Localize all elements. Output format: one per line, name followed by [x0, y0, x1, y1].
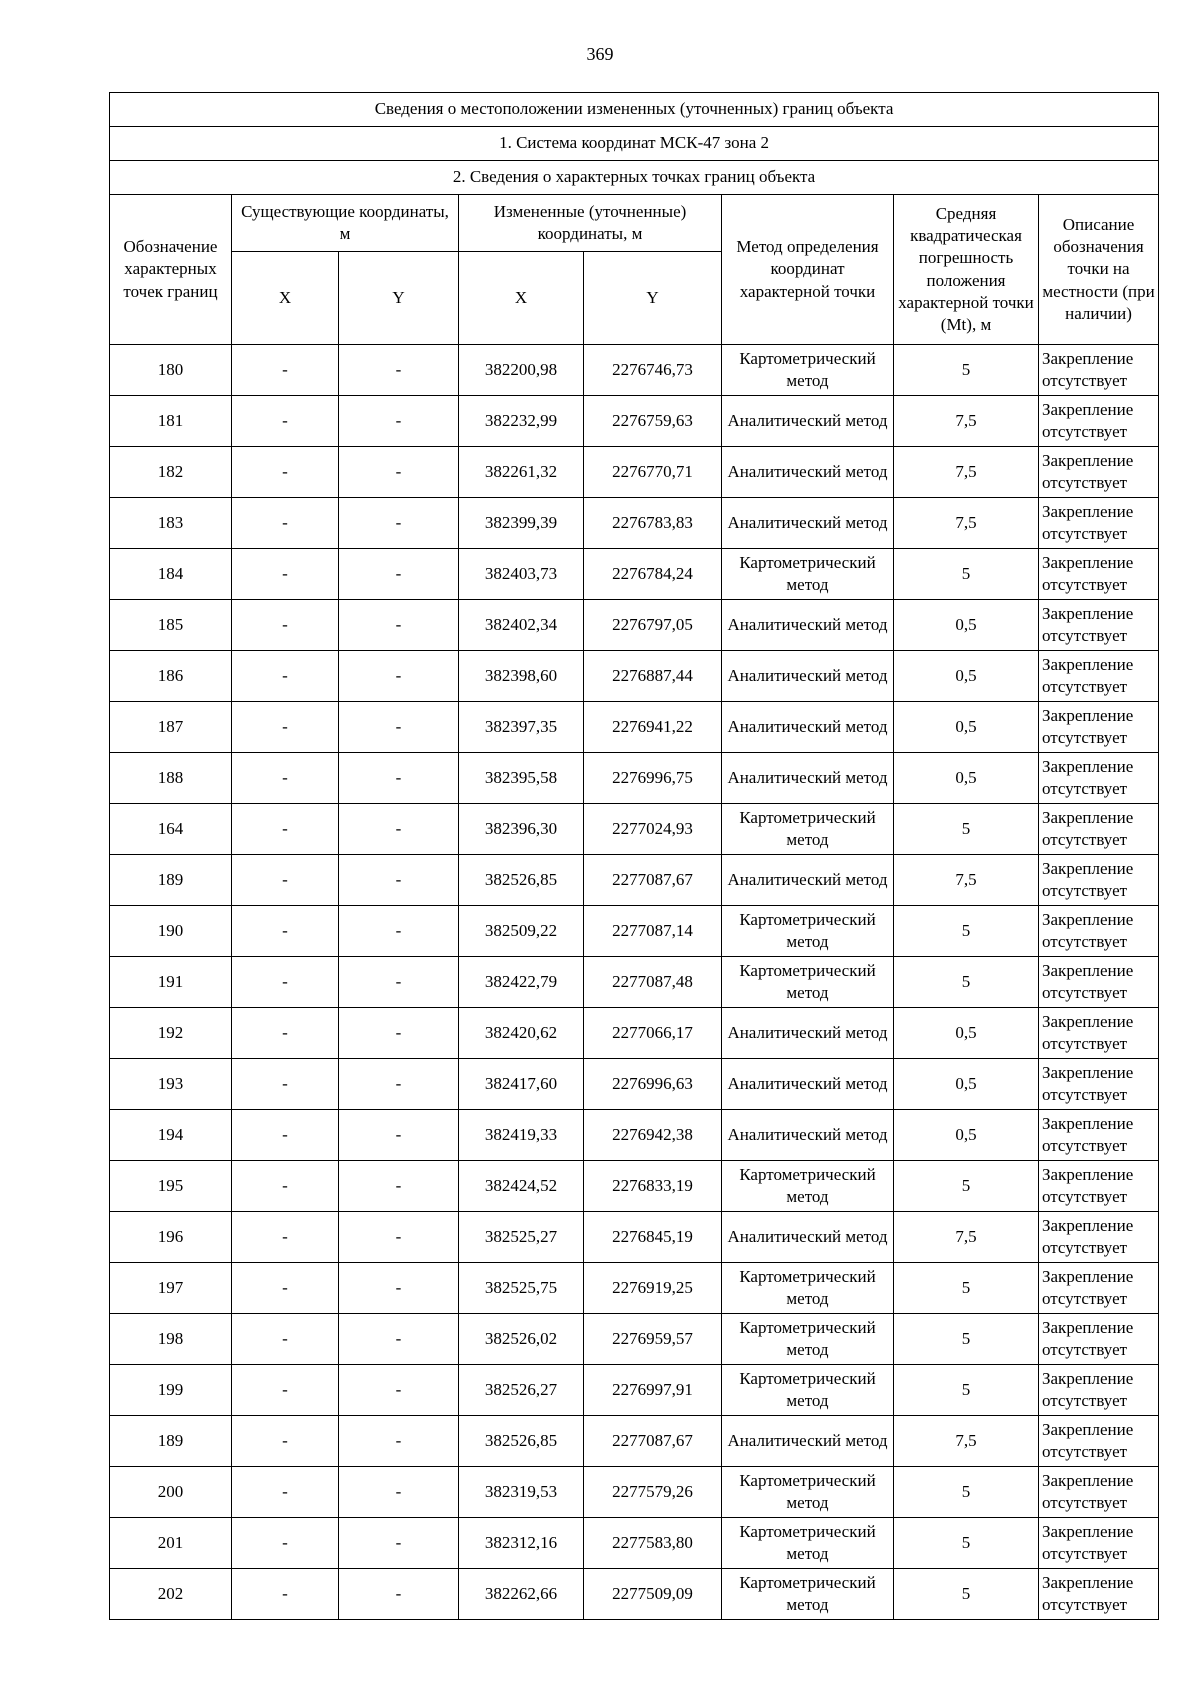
cell-method: Аналитический метод	[722, 651, 894, 702]
cell-point: 187	[110, 702, 232, 753]
cell-x: 382422,79	[459, 957, 584, 1008]
cell-method: Картометрический метод	[722, 1569, 894, 1620]
cell-y: 2276845,19	[584, 1212, 722, 1263]
coordinate-system: 1. Система координат МСК-47 зона 2	[110, 127, 1159, 161]
cell-existing-x: -	[232, 651, 339, 702]
cell-error: 5	[894, 549, 1039, 600]
cell-point: 202	[110, 1569, 232, 1620]
cell-existing-x: -	[232, 345, 339, 396]
cell-method: Картометрический метод	[722, 549, 894, 600]
cell-x: 382525,27	[459, 1212, 584, 1263]
cell-y: 2277509,09	[584, 1569, 722, 1620]
cell-y: 2277024,93	[584, 804, 722, 855]
cell-description: Закрепление отсутствует	[1039, 1110, 1159, 1161]
cell-existing-y: -	[339, 600, 459, 651]
cell-point: 201	[110, 1518, 232, 1569]
cell-description: Закрепление отсутствует	[1039, 1416, 1159, 1467]
cell-method: Аналитический метод	[722, 498, 894, 549]
cell-method: Аналитический метод	[722, 1110, 894, 1161]
cell-point: 190	[110, 906, 232, 957]
cell-existing-y: -	[339, 1365, 459, 1416]
cell-description: Закрепление отсутствует	[1039, 753, 1159, 804]
cell-description: Закрепление отсутствует	[1039, 549, 1159, 600]
cell-existing-y: -	[339, 447, 459, 498]
table-row	[110, 855, 1159, 906]
cell-error: 5	[894, 1467, 1039, 1518]
cell-existing-x: -	[232, 1314, 339, 1365]
cell-error: 5	[894, 906, 1039, 957]
section-heading: 2. Сведения о характерных точках границ объекта	[110, 161, 1159, 195]
cell-existing-y: -	[339, 804, 459, 855]
cell-error: 5	[894, 1161, 1039, 1212]
cell-y: 2276996,63	[584, 1059, 722, 1110]
cell-error: 5	[894, 957, 1039, 1008]
cell-existing-y: -	[339, 906, 459, 957]
cell-point: 164	[110, 804, 232, 855]
cell-x: 382419,33	[459, 1110, 584, 1161]
cell-description: Закрепление отсутствует	[1039, 906, 1159, 957]
cell-existing-x: -	[232, 855, 339, 906]
cell-description: Закрепление отсутствует	[1039, 1365, 1159, 1416]
table-row	[110, 1365, 1159, 1416]
cell-x: 382424,52	[459, 1161, 584, 1212]
header-existing-y: Y	[339, 252, 459, 345]
cell-error: 0,5	[894, 651, 1039, 702]
cell-description: Закрепление отсутствует	[1039, 345, 1159, 396]
cell-method: Картометрический метод	[722, 804, 894, 855]
cell-existing-y: -	[339, 498, 459, 549]
table-row	[110, 396, 1159, 447]
cell-method: Аналитический метод	[722, 1416, 894, 1467]
cell-point: 181	[110, 396, 232, 447]
cell-description: Закрепление отсутствует	[1039, 498, 1159, 549]
table-row	[110, 1314, 1159, 1365]
cell-error: 5	[894, 804, 1039, 855]
cell-y: 2277087,67	[584, 855, 722, 906]
cell-point: 191	[110, 957, 232, 1008]
cell-y: 2276919,25	[584, 1263, 722, 1314]
cell-method: Картометрический метод	[722, 1263, 894, 1314]
cell-existing-x: -	[232, 1365, 339, 1416]
cell-y: 2276997,91	[584, 1365, 722, 1416]
header-point-designation: Обозначение характерных точек границ	[110, 195, 232, 345]
cell-point: 189	[110, 855, 232, 906]
cell-x: 382526,85	[459, 1416, 584, 1467]
cell-description: Закрепление отсутствует	[1039, 1467, 1159, 1518]
cell-x: 382262,66	[459, 1569, 584, 1620]
cell-method: Картометрический метод	[722, 1365, 894, 1416]
cell-error: 7,5	[894, 396, 1039, 447]
cell-description: Закрепление отсутствует	[1039, 855, 1159, 906]
cell-y: 2276959,57	[584, 1314, 722, 1365]
cell-y: 2277087,48	[584, 957, 722, 1008]
cell-description: Закрепление отсутствует	[1039, 1314, 1159, 1365]
cell-existing-y: -	[339, 957, 459, 1008]
cell-existing-y: -	[339, 396, 459, 447]
cell-x: 382398,60	[459, 651, 584, 702]
cell-existing-y: -	[339, 1518, 459, 1569]
cell-existing-x: -	[232, 957, 339, 1008]
cell-existing-y: -	[339, 702, 459, 753]
cell-x: 382526,02	[459, 1314, 584, 1365]
cell-existing-y: -	[339, 345, 459, 396]
cell-existing-y: -	[339, 1467, 459, 1518]
cell-x: 382403,73	[459, 549, 584, 600]
cell-x: 382526,85	[459, 855, 584, 906]
table-row	[110, 345, 1159, 396]
cell-point: 183	[110, 498, 232, 549]
table-row	[110, 1263, 1159, 1314]
cell-method: Картометрический метод	[722, 906, 894, 957]
table-row	[110, 651, 1159, 702]
cell-error: 0,5	[894, 1059, 1039, 1110]
cell-existing-x: -	[232, 804, 339, 855]
header-description: Описание обозначения точки на местности (при наличии)	[1039, 195, 1159, 345]
cell-error: 0,5	[894, 1110, 1039, 1161]
cell-method: Картометрический метод	[722, 1467, 894, 1518]
cell-description: Закрепление отсутствует	[1039, 396, 1159, 447]
table-row	[110, 702, 1159, 753]
cell-existing-x: -	[232, 1212, 339, 1263]
cell-error: 5	[894, 1263, 1039, 1314]
cell-error: 5	[894, 345, 1039, 396]
table-row	[110, 1008, 1159, 1059]
cell-y: 2276746,73	[584, 345, 722, 396]
cell-description: Закрепление отсутствует	[1039, 1161, 1159, 1212]
cell-existing-y: -	[339, 549, 459, 600]
cell-method: Картометрический метод	[722, 1161, 894, 1212]
cell-error: 5	[894, 1569, 1039, 1620]
cell-x: 382397,35	[459, 702, 584, 753]
cell-point: 197	[110, 1263, 232, 1314]
cell-point: 180	[110, 345, 232, 396]
cell-description: Закрепление отсутствует	[1039, 447, 1159, 498]
cell-y: 2276941,22	[584, 702, 722, 753]
table-row	[110, 549, 1159, 600]
cell-y: 2277087,67	[584, 1416, 722, 1467]
cell-existing-y: -	[339, 1212, 459, 1263]
cell-point: 182	[110, 447, 232, 498]
cell-error: 5	[894, 1314, 1039, 1365]
cell-existing-y: -	[339, 1263, 459, 1314]
cell-existing-y: -	[339, 855, 459, 906]
cell-x: 382509,22	[459, 906, 584, 957]
cell-existing-x: -	[232, 549, 339, 600]
boundary-points-table	[109, 92, 1159, 1620]
cell-y: 2276797,05	[584, 600, 722, 651]
cell-error: 0,5	[894, 753, 1039, 804]
cell-point: 193	[110, 1059, 232, 1110]
table-row	[110, 1518, 1159, 1569]
cell-point: 192	[110, 1008, 232, 1059]
cell-point: 195	[110, 1161, 232, 1212]
cell-x: 382261,32	[459, 447, 584, 498]
cell-error: 5	[894, 1365, 1039, 1416]
cell-y: 2276942,38	[584, 1110, 722, 1161]
page-number: 369	[586, 44, 614, 64]
header-changed-x: X	[459, 252, 584, 345]
cell-y: 2276770,71	[584, 447, 722, 498]
table-row	[110, 1212, 1159, 1263]
cell-y: 2277579,26	[584, 1467, 722, 1518]
cell-method: Картометрический метод	[722, 957, 894, 1008]
cell-method: Аналитический метод	[722, 1212, 894, 1263]
table-row	[110, 1110, 1159, 1161]
cell-point: 185	[110, 600, 232, 651]
cell-x: 382399,39	[459, 498, 584, 549]
table-row	[110, 804, 1159, 855]
cell-description: Закрепление отсутствует	[1039, 1059, 1159, 1110]
cell-error: 0,5	[894, 600, 1039, 651]
cell-y: 2276784,24	[584, 549, 722, 600]
cell-existing-x: -	[232, 1467, 339, 1518]
cell-point: 188	[110, 753, 232, 804]
cell-y: 2276887,44	[584, 651, 722, 702]
header-error: Средняя квадратическая погрешность положения характерной точки (Mt), м	[894, 195, 1039, 345]
cell-x: 382526,27	[459, 1365, 584, 1416]
cell-existing-x: -	[232, 1416, 339, 1467]
cell-point: 189	[110, 1416, 232, 1467]
cell-method: Картометрический метод	[722, 345, 894, 396]
cell-method: Аналитический метод	[722, 855, 894, 906]
cell-x: 382420,62	[459, 1008, 584, 1059]
cell-x: 382200,98	[459, 345, 584, 396]
cell-method: Аналитический метод	[722, 1059, 894, 1110]
table-row	[110, 1161, 1159, 1212]
cell-error: 7,5	[894, 855, 1039, 906]
cell-method: Картометрический метод	[722, 1314, 894, 1365]
cell-x: 382396,30	[459, 804, 584, 855]
cell-error: 7,5	[894, 1212, 1039, 1263]
cell-existing-x: -	[232, 1161, 339, 1212]
cell-existing-x: -	[232, 1263, 339, 1314]
cell-existing-x: -	[232, 1059, 339, 1110]
cell-point: 194	[110, 1110, 232, 1161]
cell-description: Закрепление отсутствует	[1039, 600, 1159, 651]
cell-existing-x: -	[232, 1569, 339, 1620]
cell-x: 382319,53	[459, 1467, 584, 1518]
cell-method: Аналитический метод	[722, 702, 894, 753]
cell-x: 382232,99	[459, 396, 584, 447]
cell-method: Картометрический метод	[722, 1518, 894, 1569]
cell-description: Закрепление отсутствует	[1039, 1263, 1159, 1314]
cell-existing-x: -	[232, 906, 339, 957]
cell-method: Аналитический метод	[722, 1008, 894, 1059]
table-row	[110, 498, 1159, 549]
cell-description: Закрепление отсутствует	[1039, 804, 1159, 855]
cell-existing-x: -	[232, 702, 339, 753]
cell-existing-y: -	[339, 1569, 459, 1620]
cell-existing-y: -	[339, 1314, 459, 1365]
table-row	[110, 753, 1159, 804]
table-row	[110, 1416, 1159, 1467]
cell-existing-y: -	[339, 1416, 459, 1467]
table-title: Сведения о местоположении измененных (уточненных) границ объекта	[110, 93, 1159, 127]
cell-y: 2276833,19	[584, 1161, 722, 1212]
cell-existing-y: -	[339, 651, 459, 702]
cell-existing-x: -	[232, 1008, 339, 1059]
cell-error: 7,5	[894, 1416, 1039, 1467]
cell-y: 2277583,80	[584, 1518, 722, 1569]
cell-method: Аналитический метод	[722, 600, 894, 651]
cell-existing-x: -	[232, 600, 339, 651]
cell-description: Закрепление отсутствует	[1039, 957, 1159, 1008]
cell-x: 382417,60	[459, 1059, 584, 1110]
cell-x: 382402,34	[459, 600, 584, 651]
cell-y: 2277066,17	[584, 1008, 722, 1059]
cell-existing-x: -	[232, 1518, 339, 1569]
cell-error: 7,5	[894, 498, 1039, 549]
header-method: Метод определения координат характерной точки	[722, 195, 894, 345]
cell-point: 186	[110, 651, 232, 702]
cell-y: 2276996,75	[584, 753, 722, 804]
cell-description: Закрепление отсутствует	[1039, 702, 1159, 753]
header-changed-coords: Измененные (уточненные) координаты, м	[459, 195, 722, 252]
cell-method: Аналитический метод	[722, 753, 894, 804]
cell-point: 196	[110, 1212, 232, 1263]
cell-point: 199	[110, 1365, 232, 1416]
cell-x: 382395,58	[459, 753, 584, 804]
table-row	[110, 1059, 1159, 1110]
cell-existing-y: -	[339, 1161, 459, 1212]
cell-existing-y: -	[339, 1110, 459, 1161]
cell-existing-x: -	[232, 498, 339, 549]
header-existing-x: X	[232, 252, 339, 345]
cell-point: 184	[110, 549, 232, 600]
cell-existing-y: -	[339, 753, 459, 804]
cell-method: Аналитический метод	[722, 396, 894, 447]
cell-description: Закрепление отсутствует	[1039, 1212, 1159, 1263]
table-row	[110, 600, 1159, 651]
cell-y: 2276783,83	[584, 498, 722, 549]
cell-description: Закрепление отсутствует	[1039, 1569, 1159, 1620]
cell-error: 7,5	[894, 447, 1039, 498]
cell-point: 198	[110, 1314, 232, 1365]
cell-error: 5	[894, 1518, 1039, 1569]
table-row	[110, 957, 1159, 1008]
cell-existing-y: -	[339, 1059, 459, 1110]
table-row	[110, 1569, 1159, 1620]
cell-existing-x: -	[232, 1110, 339, 1161]
cell-existing-x: -	[232, 753, 339, 804]
cell-x: 382312,16	[459, 1518, 584, 1569]
cell-error: 0,5	[894, 702, 1039, 753]
cell-point: 200	[110, 1467, 232, 1518]
table-row	[110, 906, 1159, 957]
cell-method: Аналитический метод	[722, 447, 894, 498]
cell-x: 382525,75	[459, 1263, 584, 1314]
table-row	[110, 1467, 1159, 1518]
cell-existing-x: -	[232, 396, 339, 447]
cell-description: Закрепление отсутствует	[1039, 1008, 1159, 1059]
header-changed-y: Y	[584, 252, 722, 345]
cell-existing-y: -	[339, 1008, 459, 1059]
cell-y: 2276759,63	[584, 396, 722, 447]
header-existing-coords: Существующие координаты, м	[232, 195, 459, 252]
cell-existing-x: -	[232, 447, 339, 498]
cell-description: Закрепление отсутствует	[1039, 651, 1159, 702]
cell-y: 2277087,14	[584, 906, 722, 957]
cell-description: Закрепление отсутствует	[1039, 1518, 1159, 1569]
cell-error: 0,5	[894, 1008, 1039, 1059]
table-row	[110, 447, 1159, 498]
